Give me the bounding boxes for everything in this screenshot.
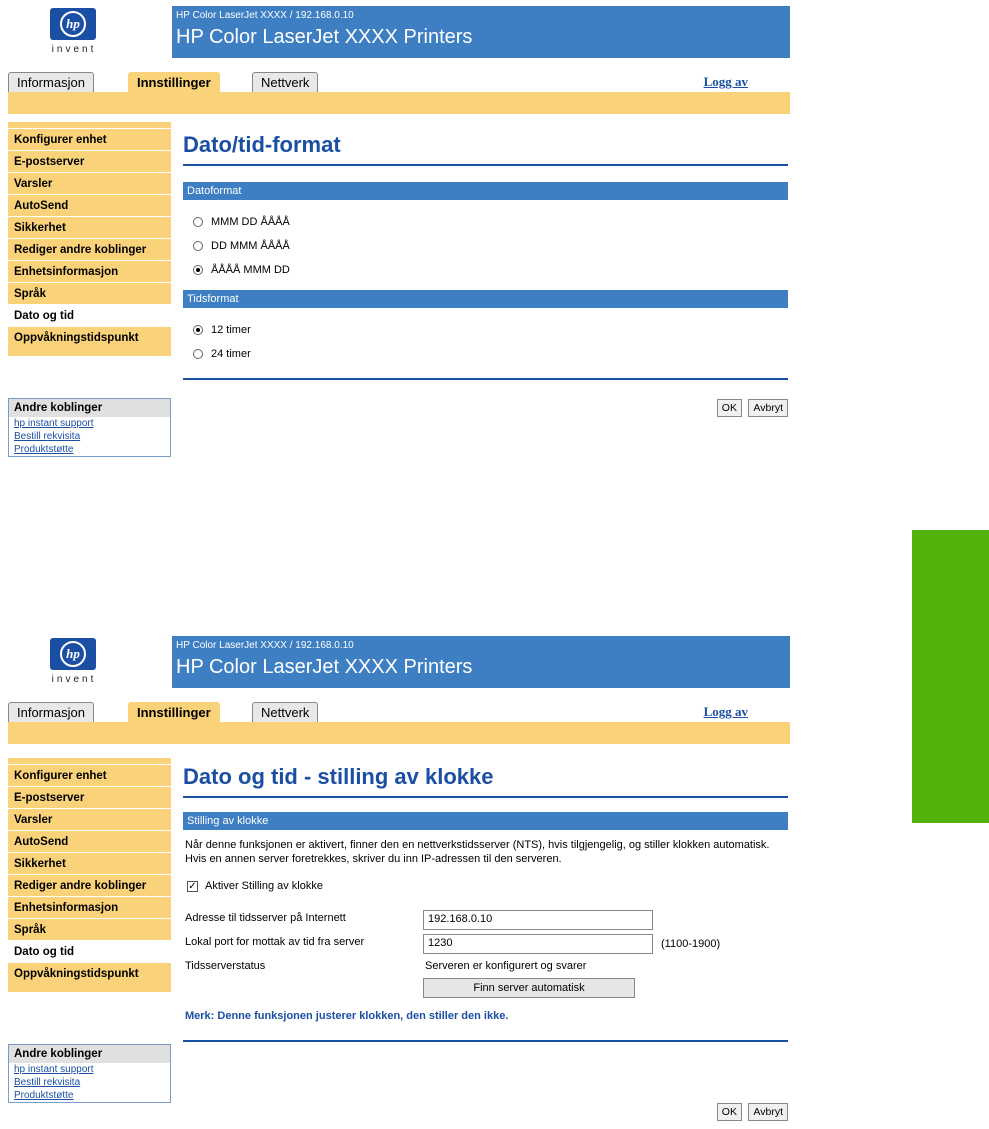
sidebar-item-dato-og-tid[interactable]: Dato og tid [8, 940, 171, 962]
tab-underline-bar [8, 92, 790, 114]
cancel-button[interactable]: Avbryt [748, 399, 788, 417]
radio-label: 12 timer [211, 324, 251, 336]
divider [183, 366, 788, 380]
device-title: HP Color LaserJet XXXX Printers [176, 656, 473, 678]
form-buttons [715, 1102, 788, 1121]
link-produktstotte[interactable]: Produktstøtte [14, 1090, 74, 1101]
sidebar-nav [8, 122, 171, 356]
device-subtitle: HP Color LaserJet XXXX / 192.168.0.10 [176, 10, 354, 21]
radio-label: MMM DD ÅÅÅÅ [211, 216, 290, 228]
radio-button[interactable] [193, 349, 203, 359]
sidebar-item-enhetsinformasjon[interactable]: Enhetsinformasjon [8, 260, 171, 282]
screen-clock-adjustment [0, 630, 800, 1129]
ok-button[interactable]: OK [717, 1103, 742, 1121]
tab-nettverk[interactable]: Nettverk [252, 702, 318, 722]
note-text: Merk: Denne funksjonen justerer klokken, den stiller den ikke. [185, 1010, 509, 1022]
server-status-value: Serveren er konfigurert og svarer [425, 960, 587, 972]
section-header-tidsformat: Tidsformat [183, 290, 788, 308]
header-banner [172, 636, 790, 688]
main-content [183, 122, 788, 414]
radio-button[interactable] [193, 241, 203, 251]
device-subtitle: HP Color LaserJet XXXX / 192.168.0.10 [176, 640, 354, 651]
link-hp-instant-support[interactable]: hp instant support [14, 418, 94, 429]
link-produktstotte[interactable]: Produktstøtte [14, 444, 74, 455]
checkbox-label: Aktiver Stilling av klokke [205, 880, 323, 892]
ok-button[interactable]: OK [717, 399, 742, 417]
other-links-box [8, 1044, 171, 1103]
sidebar-item-e-postserver[interactable]: E-postserver [8, 150, 171, 172]
logout-link[interactable]: Logg av [703, 74, 748, 89]
server-address-label: Adresse til tidsserver på Internett [185, 912, 346, 924]
chapter-side-tab [912, 530, 989, 823]
radio-label: 24 timer [211, 348, 251, 360]
sidebar-item-rediger-andre-koblinger[interactable]: Rediger andre koblinger [8, 874, 171, 896]
radio-row-time-1[interactable] [183, 342, 788, 366]
form-buttons [715, 398, 788, 417]
sidebar-item-dato-og-tid[interactable]: Dato og tid [8, 304, 171, 326]
sidebar-nav [8, 758, 171, 992]
radio-button-selected[interactable] [193, 325, 203, 335]
tab-innstillinger[interactable]: Innstillinger [128, 702, 220, 724]
radio-row-time-0[interactable] [183, 318, 788, 342]
radio-row-date-2[interactable] [183, 258, 788, 282]
sidebar-item-autosend[interactable]: AutoSend [8, 194, 171, 216]
other-links-title: Andre koblinger [9, 1045, 170, 1063]
tab-informasjon[interactable]: Informasjon [8, 72, 94, 92]
checkbox-checked[interactable]: ✓ [188, 880, 197, 892]
tab-nettverk[interactable]: Nettverk [252, 72, 318, 92]
radio-label: DD MMM ÅÅÅÅ [211, 240, 290, 252]
sidebar-item-varsler[interactable]: Varsler [8, 172, 171, 194]
page-title: Dato/tid-format [183, 122, 788, 166]
radio-button[interactable] [193, 217, 203, 227]
description-text: Når denne funksjonen er aktivert, finner den en nettverkstidsserver (NTS), hvis tilgjengelig, og stiller klokken automatisk. Hvis en annen server foretrekkes, skriver du inn IP-adressen til den serveren. [185, 839, 770, 865]
link-bestill-rekvisita[interactable]: Bestill rekvisita [14, 431, 81, 442]
sidebar-item-sikkerhet[interactable]: Sikkerhet [8, 852, 171, 874]
sidebar-item-sikkerhet[interactable]: Sikkerhet [8, 216, 171, 238]
tab-underline-bar [8, 722, 790, 744]
sidebar-item-oppvakningstidspunkt[interactable]: Oppvåkningstidspunkt [8, 962, 171, 984]
radio-button-selected[interactable] [193, 265, 203, 275]
main-content [183, 754, 788, 1118]
tab-informasjon[interactable]: Informasjon [8, 702, 94, 722]
cancel-button[interactable]: Avbryt [748, 1103, 788, 1121]
device-title: HP Color LaserJet XXXX Printers [176, 26, 473, 48]
find-server-button[interactable]: Finn server automatisk [423, 978, 635, 998]
sidebar-item-enhetsinformasjon[interactable]: Enhetsinformasjon [8, 896, 171, 918]
local-port-input[interactable]: 1230 [423, 934, 653, 954]
sidebar-item-autosend[interactable]: AutoSend [8, 830, 171, 852]
section-header-stilling-av-klokke: Stilling av klokke [183, 812, 788, 830]
hp-logo: hp invent [34, 638, 114, 688]
header-banner [172, 6, 790, 58]
other-links-box [8, 398, 171, 457]
enable-clock-adjustment-row[interactable] [187, 880, 786, 892]
server-address-row [183, 910, 788, 934]
link-hp-instant-support[interactable]: hp instant support [14, 1064, 94, 1075]
tab-innstillinger[interactable]: Innstillinger [128, 72, 220, 94]
radio-row-date-1[interactable] [183, 234, 788, 258]
local-port-label: Lokal port for mottak av tid fra server [185, 936, 365, 948]
section-header-datoformat: Datoformat [183, 182, 788, 200]
link-bestill-rekvisita[interactable]: Bestill rekvisita [14, 1077, 81, 1088]
sidebar-item-sprak[interactable]: Språk [8, 282, 171, 304]
hp-logo: hp invent [34, 8, 114, 58]
sidebar-item-oppvakningstidspunkt[interactable]: Oppvåkningstidspunkt [8, 326, 171, 348]
screen-date-time-format [0, 0, 800, 500]
page-title: Dato og tid - stilling av klokke [183, 754, 788, 798]
local-port-row [183, 934, 788, 958]
server-address-input[interactable]: 192.168.0.10 [423, 910, 653, 930]
sidebar-item-konfigurer-enhet[interactable]: Konfigurer enhet [8, 764, 171, 786]
divider [183, 1022, 788, 1042]
logout-link[interactable]: Logg av [703, 704, 748, 719]
sidebar-item-varsler[interactable]: Varsler [8, 808, 171, 830]
tab-bar [8, 72, 788, 92]
server-status-label: Tidsserverstatus [185, 960, 266, 972]
radio-label: ÅÅÅÅ MMM DD [211, 264, 290, 276]
server-status-row [183, 958, 788, 1002]
sidebar-item-sprak[interactable]: Språk [8, 918, 171, 940]
tab-bar [8, 702, 788, 722]
radio-row-date-0[interactable] [183, 210, 788, 234]
sidebar-item-rediger-andre-koblinger[interactable]: Rediger andre koblinger [8, 238, 171, 260]
port-range-hint: (1100-1900) [661, 938, 721, 950]
other-links-title: Andre koblinger [9, 399, 170, 417]
sidebar-item-konfigurer-enhet[interactable]: Konfigurer enhet [8, 128, 171, 150]
sidebar-item-e-postserver[interactable]: E-postserver [8, 786, 171, 808]
